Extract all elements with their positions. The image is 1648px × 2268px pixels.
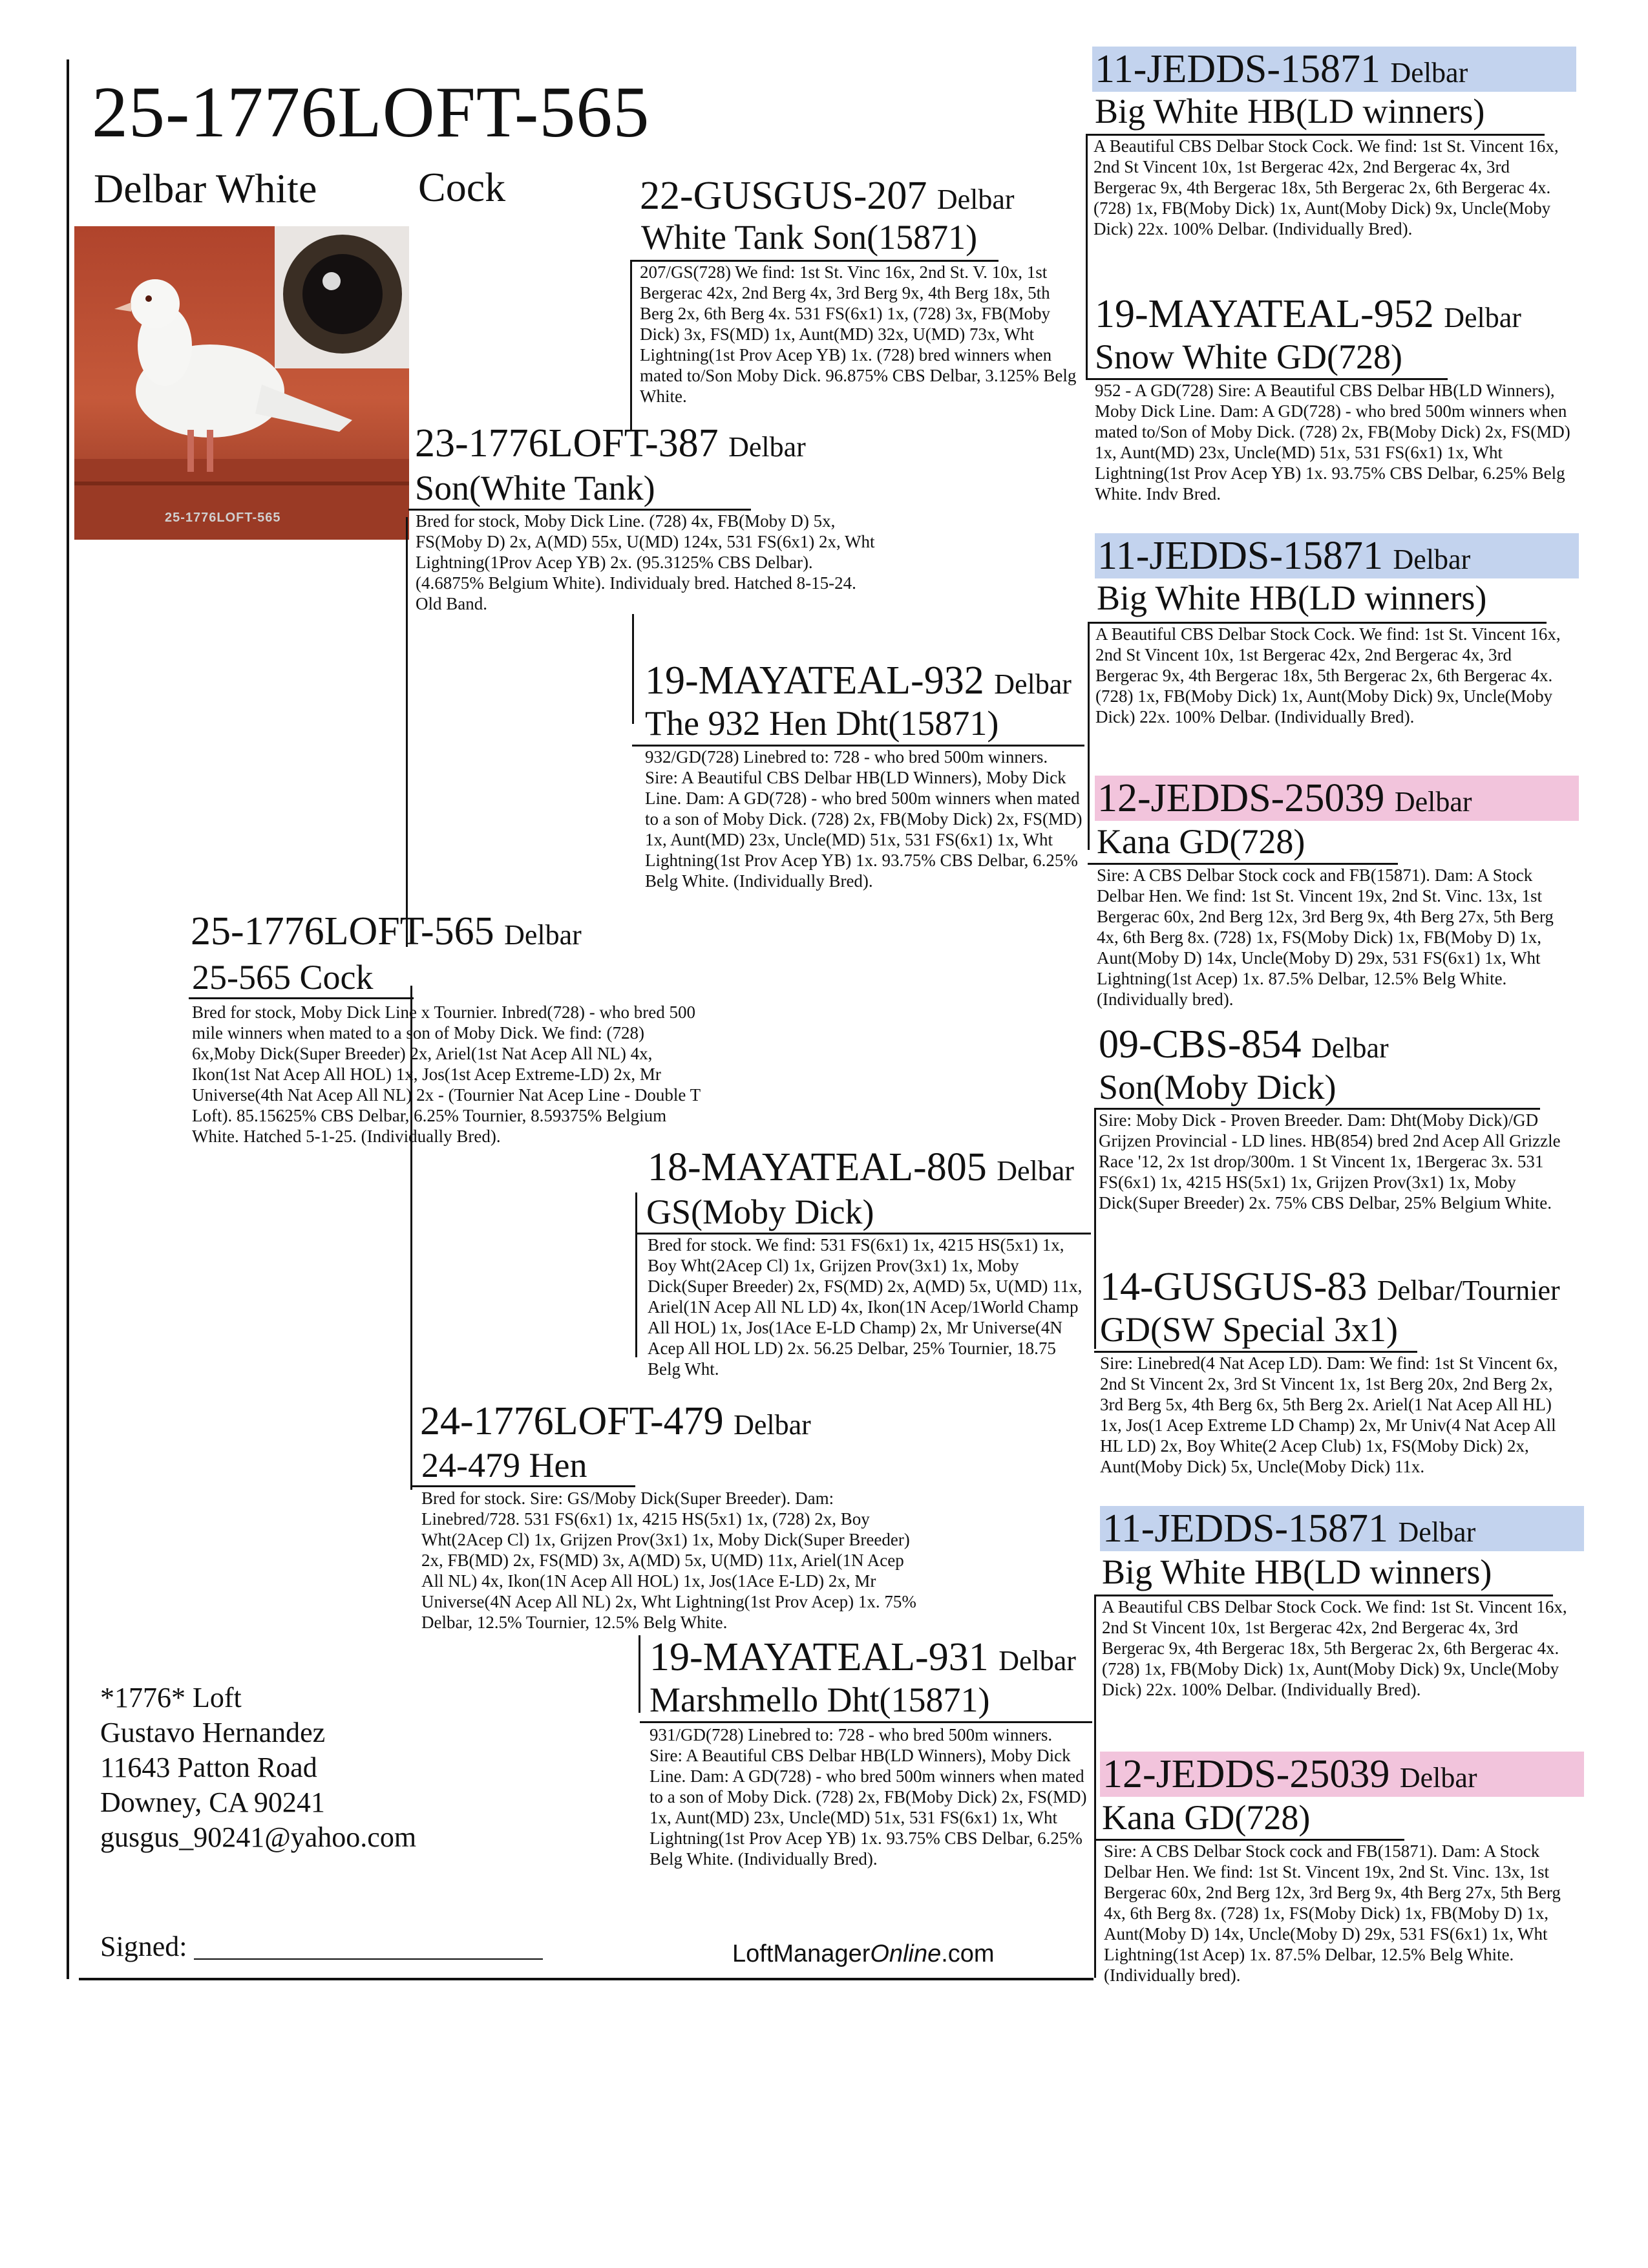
dam-strain: Delbar: [734, 1409, 811, 1441]
g1-strain: Delbar: [1390, 57, 1468, 89]
owner-loft: *1776* Loft: [100, 1682, 242, 1713]
sd-strain: Delbar: [994, 668, 1072, 700]
subject-sex: Cock: [418, 164, 506, 210]
g2-name: Snow White GD(728): [1095, 337, 1402, 376]
g7-strain: Delbar: [1398, 1516, 1476, 1548]
sire-description: Bred for stock, Moby Dick Line. (728) 4x, FB(Moby D) 5x, FS(Moby D) 2x, A(MD) 55x, U(MD) 124x, 531 FS(6x1) 2x, Wht Lightning(1Prov Acep YB) 2x. (95.3125% CBS Delbar). (4.6875% Belgium White). Individualy bred. Hatched 8-15-24. Old Band.: [416, 511, 875, 613]
tree-line-sd-vertical: [632, 614, 634, 724]
owner-street: 11643 Patton Road: [100, 1752, 317, 1783]
dd-description: 931/GD(728) Linebred to: 728 - who bred 500m winners. Sire: A Beautiful CBS Delbar HB(LD Winners), Moby Dick Line. Dam: A GD(728) - who bred 500m winners when mated to a son of Moby Dick. (728) 2x, FB(Moby Dick) 2x, FS(MD) 1x, Aunt(MD) 23x, Uncle(MD) 51x, 531 FS(6x1) 1x, Wht Lightning(1st Prov Acep YB) 1x. 93.75% CBS Delbar, 6.25% Belg White. (Individually Bred).: [650, 1725, 1087, 1869]
g4-band: [1095, 776, 1579, 821]
g8-band: [1100, 1752, 1584, 1797]
sire-band: [415, 423, 806, 463]
g8-band-id: 12-JEDDS-25039: [1103, 1752, 1390, 1796]
ds-strain: Delbar: [997, 1155, 1074, 1187]
dam-underline: [412, 1485, 635, 1487]
logo-italic: Online: [870, 1940, 942, 1967]
g6-description: Sire: Linebred(4 Nat Acep LD). Dam: We find: 1st St Vincent 6x, 2nd St Vincent 2x, 3rd St Vincent 1x, 1st Berg 20x, 2nd Berg 2x, 3rd Berg 5x, 4th Berg 6x, 5th Berg 2x. Ariel(1 Nat Acep All HL) 1x, Jos(1 Acep Extreme LD Champ) 2x, Mr Univ(4 Nat Acep All HL LD) 2x, Boy White(2 Acep Club) 1x, FS(Moby Dick) 2x, Aunt(Moby Dick) 5x, Uncle(Moby Dick) 11x.: [1100, 1353, 1558, 1476]
g7-band: [1100, 1506, 1584, 1551]
ss-strain: Delbar: [936, 184, 1015, 215]
tree-line-sire-vertical: [406, 517, 408, 947]
signed-label: Signed:: [100, 1931, 187, 1962]
g2-band: [1095, 294, 1521, 334]
subject-strain: Delbar: [504, 919, 582, 951]
dd-band: [650, 1637, 1076, 1677]
ds-description: Bred for stock. We find: 531 FS(6x1) 1x, 4215 HS(5x1) 1x, Boy Wht(2Acep Cl) 1x, Grijzen Prov(3x1) 1x, Moby Dick(Super Breeder) 2x, FS(MD) 2x, A(MD) 5x, U(MD) 11x, Ariel(1N Acep All NL LD) 4x, Ikon(1N Acep/1World Champ All HOL) 1x, Jos(1Ace E-LD Champ) 2x, Mr Universe(4N Acep All HOL LD) 2x. 56.25 Delbar, 25% Tournier, 18.75 Belg Wht.: [648, 1235, 1083, 1379]
photo-caption: 25-1776LOFT-565: [165, 511, 281, 525]
g3-name: Big White HB(LD winners): [1097, 578, 1487, 617]
dam-band-id: 24-1776LOFT-479: [420, 1399, 724, 1443]
page-left-border: [67, 59, 69, 1979]
g5-strain: Delbar: [1311, 1032, 1389, 1064]
tree-line-g56-vertical: [1094, 1110, 1096, 1349]
subject-band-id: 25-1776LOFT-565: [191, 909, 494, 953]
sire-name: Son(White Tank): [415, 469, 655, 507]
ss-name: White Tank Son(15871): [641, 218, 978, 257]
g8-name: Kana GD(728): [1102, 1798, 1311, 1837]
g3-description: A Beautiful CBS Delbar Stock Cock. We find: 1st St. Vincent 16x, 2nd St Vincent 10x, 1st Bergerac 42x, 2nd Bergerac 4x, 3rd Bergerac 9x, 4th Bergerac 18x, 5th Bergerac 2x, 6th Bergerac 4x. (728) 1x, FB(Moby Dick) 1x, Aunt(Moby Dick) 9x, Uncle(Moby Dick) 22x. 100% Delbar. (Individually Bred).: [1095, 624, 1561, 726]
ss-band-id: 22-GUSGUS-207: [640, 174, 927, 218]
tree-line-g78-vertical: [1094, 1596, 1096, 1978]
g7-description: A Beautiful CBS Delbar Stock Cock. We find: 1st St. Vincent 16x, 2nd St Vincent 10x, 1st Bergerac 42x, 2nd Bergerac 4x, 3rd Bergerac 9x, 4th Bergerac 18x, 5th Bergerac 2x, 6th Bergerac 4x. (728) 1x, FB(Moby Dick) 1x, Aunt(Moby Dick) 9x, Uncle(Moby Dick) 22x. 100% Delbar. (Individually Bred).: [1102, 1597, 1567, 1699]
dd-strain: Delbar: [998, 1645, 1076, 1677]
g5-band-id: 09-CBS-854: [1099, 1023, 1302, 1066]
g8-strain: Delbar: [1399, 1762, 1477, 1794]
sd-name: The 932 Hen Dht(15871): [645, 704, 999, 743]
owner-block: [100, 1680, 416, 1855]
g7-name: Big White HB(LD winners): [1102, 1553, 1492, 1591]
g3-band: [1095, 533, 1579, 578]
page-title: 25-1776LOFT-565: [92, 72, 650, 153]
dd-name: Marshmello Dht(15871): [650, 1680, 990, 1719]
g4-name: Kana GD(728): [1097, 822, 1305, 861]
g6-band-id: 14-GUSGUS-83: [1100, 1265, 1368, 1309]
sire-strain: Delbar: [728, 431, 806, 463]
subject-color: Delbar White: [94, 165, 317, 211]
page-bottom-border: [79, 1978, 1093, 1980]
g5-description: Sire: Moby Dick - Proven Breeder. Dam: Dht(Moby Dick)/GD Grijzen Provincial - LD lines. HB(854) bred 2nd Acep All Grizzle Race '12, 2x 1st drop/300m. 1 St Vincent 1x, 1Bergerac 3x. 531 FS(6x1) 1x, 4215 HS(5x1) 1x, Grijzen Prov(3x1) 1x, Moby Dick(Super Breeder) 2x. 75% CBS Delbar, 25% Belgium White.: [1099, 1110, 1561, 1213]
ds-band: [648, 1147, 1074, 1187]
g3-band-id: 11-JEDDS-15871: [1097, 534, 1384, 578]
g1-band: [1092, 47, 1576, 92]
bird-photo: [74, 226, 409, 540]
dam-description: Bred for stock. Sire: GS/Moby Dick(Super Breeder). Dam: Linebred/728. 531 FS(6x1) 1x, 4215 HS(5x1) 1x, (728) 2x, Boy Wht(2Acep Cl) 1x, Grijzen Prov(3x1) 1x, Moby Dick(Super Breeder) 2x, FB(MD) 2x, FS(MD) 3x, A(MD) 5x, U(MD) 11x, Ariel(1N Acep All NL) 4x, Ikon(1N Acep All HOL) 1x, Jos(1Ace E-LD) 2x, Mr Universe(4N Acep All NL) 2x, Wht Lightning(1st Prov Acep) 1x. 75% Delbar, 12.5% Tournier, 12.5% Belg White.: [421, 1489, 916, 1632]
g4-band-id: 12-JEDDS-25039: [1097, 776, 1385, 820]
g1-description: A Beautiful CBS Delbar Stock Cock. We find: 1st St. Vincent 16x, 2nd St Vincent 10x, 1st Bergerac 42x, 2nd Bergerac 4x, 3rd Bergerac 9x, 4th Bergerac 18x, 5th Bergerac 2x, 6th Bergerac 4x. (728) 1x, FB(Moby Dick) 1x, Aunt(Moby Dick) 9x, Uncle(Moby Dick) 22x. 100% Delbar. (Individually Bred).: [1093, 136, 1559, 238]
g4-strain: Delbar: [1394, 786, 1472, 818]
sd-description: 932/GD(728) Linebred to: 728 - who bred 500m winners. Sire: A Beautiful CBS Delbar HB(LD Winners), Moby Dick Line. Dam: A GD(728) - who bred 500m winners when mated to a son of Moby Dick. (728) 2x, FB(Moby Dick) 2x, FS(MD) 1x, Aunt(MD) 23x, Uncle(MD) 51x, 531 FS(6x1) 1x, Wht Lightning(1st Prov Acep YB) 1x. 93.75% CBS Delbar, 6.25% Belg White. (Individually Bred).: [645, 747, 1083, 891]
tree-line-ds-vertical: [635, 1192, 637, 1357]
loftmanager-logo: [732, 1940, 995, 1968]
owner-name: Gustavo Hernandez: [100, 1717, 326, 1748]
g5-name: Son(Moby Dick): [1099, 1068, 1336, 1107]
logo-suffix: .com: [941, 1940, 995, 1967]
g3-strain: Delbar: [1393, 544, 1471, 575]
subject-band: [191, 911, 582, 951]
sd-band-id: 19-MAYATEAL-932: [645, 659, 984, 703]
g4-description: Sire: A CBS Delbar Stock cock and FB(15871). Dam: A Stock Delbar Hen. We find: 1st St. Vincent 19x, 2nd St. Vinc. 13x, 1st Bergerac 60x, 2nd Berg 12x, 3rd Berg 9x, 4th Berg 27x, 5th Berg 4x, 6th Berg 8x. (728) 1x, FS(Moby Dick) 1x, FB(Moby D) 1x, Aunt(Moby D) 14x, Uncle(Moby D) 29x, 531 FS(6x1) 1x, Wht Lightning(1st Acep) 1x. 87.5% Delbar, 12.5% Belg White. (Individually bred).: [1097, 865, 1554, 1009]
g7-band-id: 11-JEDDS-15871: [1103, 1507, 1389, 1551]
ds-name: GS(Moby Dick): [646, 1192, 874, 1231]
owner-city: Downey, CA 90241: [100, 1786, 325, 1818]
pigeon-image: [74, 226, 409, 540]
signature-line[interactable]: [194, 1958, 543, 1960]
sd-band: [645, 661, 1072, 701]
ds-band-id: 18-MAYATEAL-805: [648, 1145, 987, 1189]
g6-strain: Delbar/Tournier: [1377, 1275, 1560, 1306]
sire-band-id: 23-1776LOFT-387: [415, 421, 719, 465]
g6-band: [1100, 1267, 1560, 1307]
subject-underline: [189, 997, 414, 999]
g6-name: GD(SW Special 3x1): [1100, 1310, 1398, 1349]
g2-description: 952 - A GD(728) Sire: A Beautiful CBS Delbar HB(LD Winners), Moby Dick Line. Dam: A GD(728) - who bred 500m winners when mated to/Son of Moby Dick. (728) 2x, FB(Moby Dick) 2x, FS(MD) 1x, Aunt(MD) 23x, Uncle(MD) 51x, 531 FS(6x1) 1x, Wht Lightning(1st Prov Acep YB) 1x. 93.75% CBS Delbar, 6.25% Belg White. Indv Bred.: [1095, 381, 1570, 503]
dam-name: 24-479 Hen: [421, 1446, 587, 1485]
dd-underline: [640, 1721, 1092, 1723]
dam-band: [420, 1401, 811, 1441]
subject-name: 25-565 Cock: [192, 958, 374, 997]
subject-description: Bred for stock, Moby Dick Line x Tournier. Inbred(728) - who bred 500 mile winners when mated to a son of Moby Dick. We find: (728) 6x,Moby Dick(Super Breeder) 2x, Ariel(1st Nat Acep All NL) 4x, Ikon(1st Nat Acep All HOL) 1x, Jos(1st Acep Extreme-LD) 2x, Mr Universe(4th Nat Acep All NL) 2x - (Tournier Nat Acep Line - Double T Loft). 85.15625% CBS Delbar, 6.25% Tournier, 8.59375% Belgium White. Hatched 5-1-25. (Individually Bred).: [192, 1002, 701, 1146]
g1-name: Big White HB(LD winners): [1095, 92, 1485, 131]
tree-line-ss-vertical: [630, 262, 632, 430]
g2-band-id: 19-MAYATEAL-952: [1095, 292, 1434, 336]
g2-strain: Delbar: [1444, 302, 1521, 334]
tree-line-dd-vertical: [639, 1635, 640, 1713]
g8-description: Sire: A CBS Delbar Stock cock and FB(15871). Dam: A Stock Delbar Hen. We find: 1st St. Vincent 19x, 2nd St. Vinc. 13x, 1st Bergerac 60x, 2nd Berg 12x, 3rd Berg 9x, 4th Berg 27x, 5th Berg 4x, 6th Berg 8x. (728) 1x, FS(Moby Dick) 1x, FB(Moby D) 1x, Aunt(Moby D) 14x, Uncle(Moby D) 29x, 531 FS(6x1) 1x, Wht Lightning(1st Acep) 1x. 87.5% Delbar, 12.5% Belg White. (Individually bred).: [1104, 1841, 1561, 1985]
g5-band: [1099, 1024, 1389, 1065]
g1-band-id: 11-JEDDS-15871: [1095, 47, 1381, 91]
ss-description: 207/GS(728) We find: 1st St. Vinc 16x, 2nd St. V. 10x, 1st Bergerac 42x, 2nd Berg 4x, 3rd Berg 9x, 4th Berg 18x, 5th Berg 2x, 6th Berg 4x. 531 FS(6x1) 1x, (728) 3x, FB(Moby Dick) 3x, FS(MD) 1x, Aunt(MD) 32x, U(MD) 73x, Wht Lightning(1st Prov Acep YB) 1x. (728) bred winners when mated to/Son Moby Dick. 96.875% CBS Delbar, 3.125% Belg White.: [640, 262, 1077, 406]
tree-line-g12-vertical: [1086, 136, 1088, 380]
logo-plain: LoftManager: [732, 1940, 871, 1967]
ss-band: [640, 176, 1015, 216]
owner-email[interactable]: gusgus_90241@yahoo.com: [100, 1821, 417, 1853]
tree-line-g34-vertical: [1088, 624, 1090, 850]
dd-band-id: 19-MAYATEAL-931: [650, 1635, 989, 1679]
